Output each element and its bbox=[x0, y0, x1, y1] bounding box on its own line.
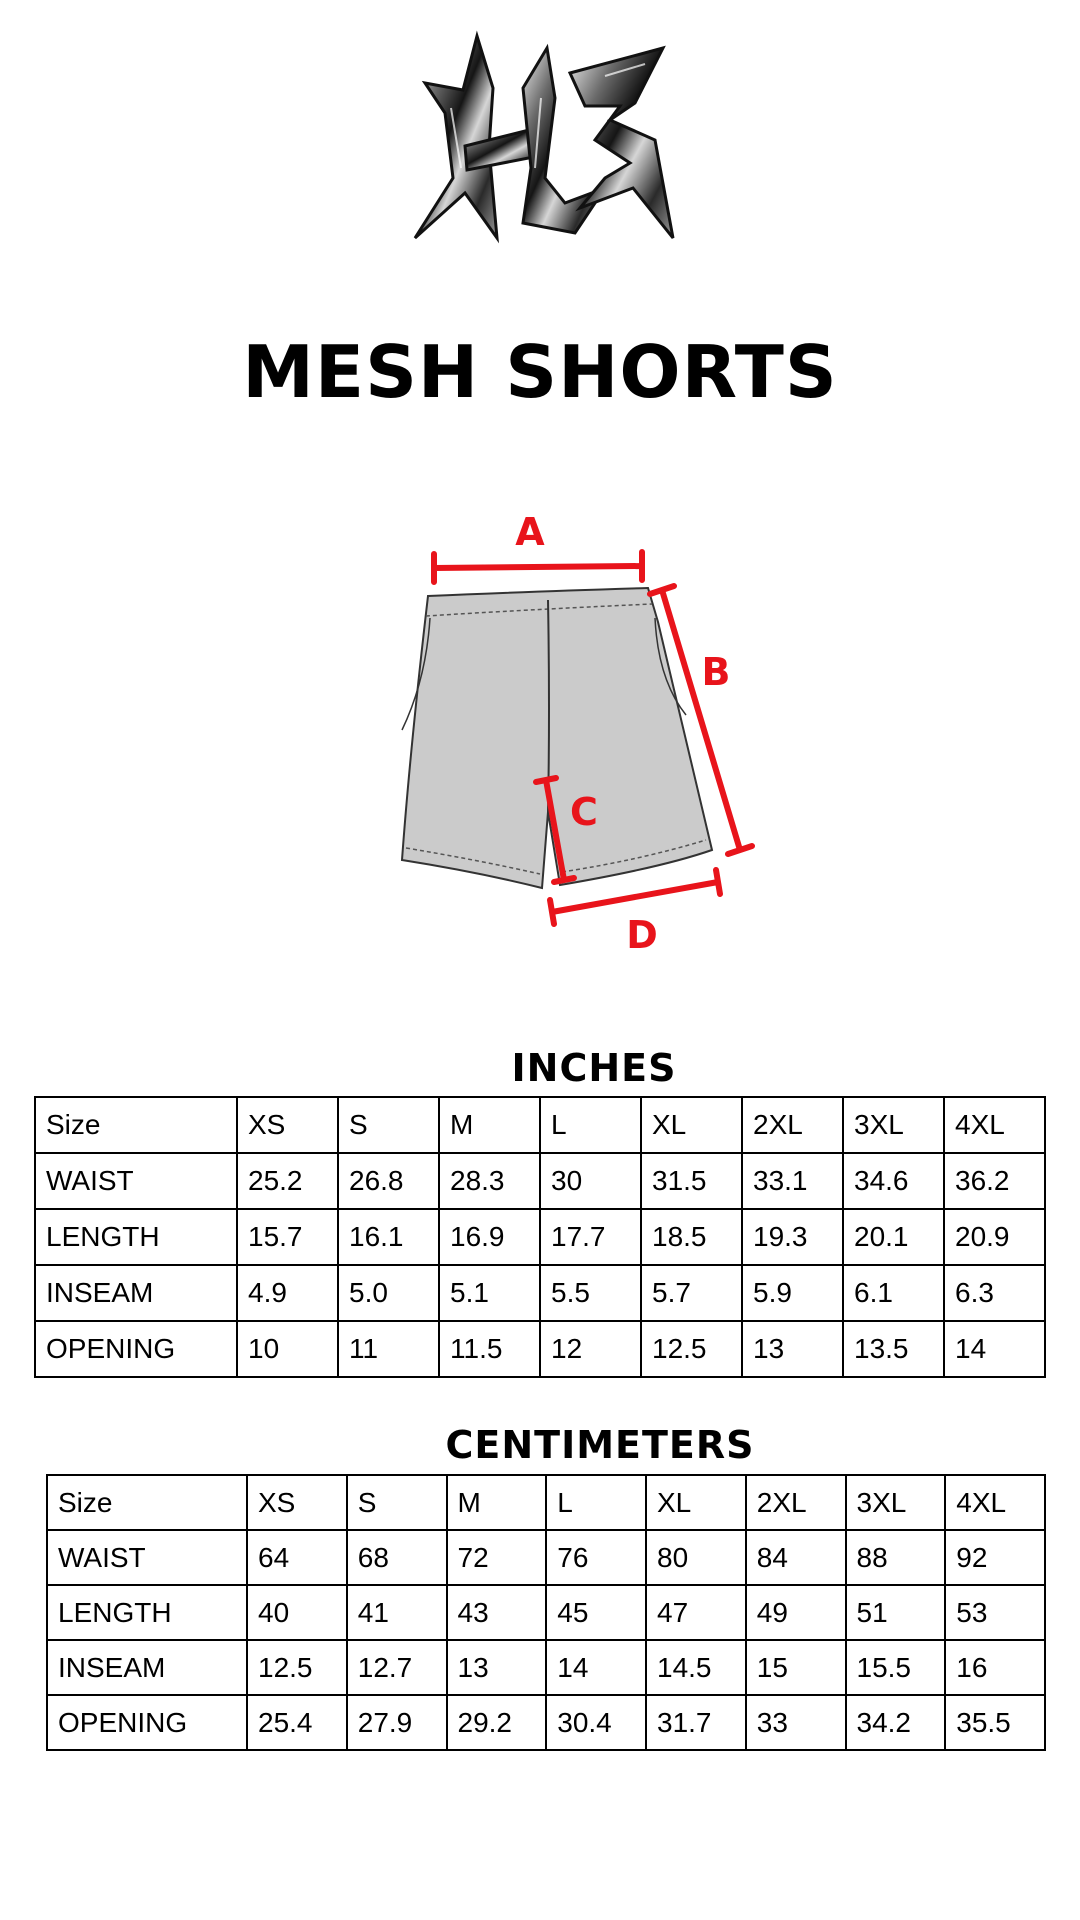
table-cell: 72 bbox=[447, 1530, 547, 1585]
table-cell: 14.5 bbox=[646, 1640, 746, 1695]
table-cell: 3XL bbox=[843, 1097, 944, 1153]
table-cell: L bbox=[540, 1097, 641, 1153]
table-cell: 92 bbox=[945, 1530, 1045, 1585]
table-cell: 3XL bbox=[846, 1475, 946, 1530]
centimeters-size-table bbox=[46, 1474, 1046, 1751]
table-cell: 36.2 bbox=[944, 1153, 1045, 1209]
table-row bbox=[35, 1321, 1045, 1377]
table-cell: 12 bbox=[540, 1321, 641, 1377]
shorts-measurement-diagram bbox=[340, 500, 780, 960]
table-cell: 16.9 bbox=[439, 1209, 540, 1265]
table-cell: 29.2 bbox=[447, 1695, 547, 1750]
table-row bbox=[35, 1209, 1045, 1265]
table-cell: 17.7 bbox=[540, 1209, 641, 1265]
table-cell: 2XL bbox=[746, 1475, 846, 1530]
inches-size-table bbox=[34, 1096, 1046, 1378]
table-cell: 15.7 bbox=[237, 1209, 338, 1265]
table-cell: 26.8 bbox=[338, 1153, 439, 1209]
table-cell: 76 bbox=[546, 1530, 646, 1585]
table-cell: 84 bbox=[746, 1530, 846, 1585]
table-cell: 25.2 bbox=[237, 1153, 338, 1209]
table-cell: 11 bbox=[338, 1321, 439, 1377]
table-cell: 12.5 bbox=[641, 1321, 742, 1377]
table-header-row bbox=[35, 1097, 1045, 1153]
table-row bbox=[47, 1585, 1045, 1640]
table-row bbox=[47, 1530, 1045, 1585]
table-cell: 5.1 bbox=[439, 1265, 540, 1321]
table-cell: 12.7 bbox=[347, 1640, 447, 1695]
table-cell: 33 bbox=[746, 1695, 846, 1750]
table-cell: M bbox=[447, 1475, 547, 1530]
table-cell: 13 bbox=[742, 1321, 843, 1377]
table-cell: 2XL bbox=[742, 1097, 843, 1153]
table-cell: 28.3 bbox=[439, 1153, 540, 1209]
measure-c-label: C bbox=[570, 790, 598, 834]
brand-logo bbox=[405, 28, 685, 273]
table-cell: M bbox=[439, 1097, 540, 1153]
table-cell: 12.5 bbox=[247, 1640, 347, 1695]
table-cell: 14 bbox=[944, 1321, 1045, 1377]
table-cell: INSEAM bbox=[35, 1265, 237, 1321]
table-cell: 31.5 bbox=[641, 1153, 742, 1209]
table-cell: 5.9 bbox=[742, 1265, 843, 1321]
table-cell: 16.1 bbox=[338, 1209, 439, 1265]
table-cell: 53 bbox=[945, 1585, 1045, 1640]
table-cell: 47 bbox=[646, 1585, 746, 1640]
table-cell: OPENING bbox=[35, 1321, 237, 1377]
measure-a-label: A bbox=[515, 510, 545, 554]
table-cell: 18.5 bbox=[641, 1209, 742, 1265]
table-cell: LENGTH bbox=[47, 1585, 247, 1640]
table-cell: 20.9 bbox=[944, 1209, 1045, 1265]
table-cell: WAIST bbox=[35, 1153, 237, 1209]
table-cell: 88 bbox=[846, 1530, 946, 1585]
table-cell: WAIST bbox=[47, 1530, 247, 1585]
table-cell: S bbox=[347, 1475, 447, 1530]
table-cell: 5.7 bbox=[641, 1265, 742, 1321]
table-cell: 40 bbox=[247, 1585, 347, 1640]
table-cell: 16 bbox=[945, 1640, 1045, 1695]
table-cell: 10 bbox=[237, 1321, 338, 1377]
table-cell: Size bbox=[47, 1475, 247, 1530]
table-row bbox=[47, 1640, 1045, 1695]
measure-d-label: D bbox=[626, 913, 658, 957]
table-cell: INSEAM bbox=[47, 1640, 247, 1695]
table-cell: OPENING bbox=[47, 1695, 247, 1750]
table-cell: 33.1 bbox=[742, 1153, 843, 1209]
table-cell: 49 bbox=[746, 1585, 846, 1640]
page-title: MESH SHORTS bbox=[242, 330, 838, 414]
table-cell: 5.5 bbox=[540, 1265, 641, 1321]
table-cell: 4XL bbox=[945, 1475, 1045, 1530]
table-cell: 11.5 bbox=[439, 1321, 540, 1377]
table-cell: 5.0 bbox=[338, 1265, 439, 1321]
table-cell: S bbox=[338, 1097, 439, 1153]
table-cell: 30.4 bbox=[546, 1695, 646, 1750]
table-cell: XL bbox=[641, 1097, 742, 1153]
table-cell: XS bbox=[237, 1097, 338, 1153]
table-cell: 64 bbox=[247, 1530, 347, 1585]
table-cell: Size bbox=[35, 1097, 237, 1153]
table-cell: 31.7 bbox=[646, 1695, 746, 1750]
measure-b-label: B bbox=[701, 650, 731, 694]
table-cell: 6.1 bbox=[843, 1265, 944, 1321]
table-cell: 30 bbox=[540, 1153, 641, 1209]
table-cell: 19.3 bbox=[742, 1209, 843, 1265]
table-cell: LENGTH bbox=[35, 1209, 237, 1265]
table-cell: 13.5 bbox=[843, 1321, 944, 1377]
table-cell: 6.3 bbox=[944, 1265, 1045, 1321]
table-cell: 14 bbox=[546, 1640, 646, 1695]
table-cell: 45 bbox=[546, 1585, 646, 1640]
table-row bbox=[35, 1265, 1045, 1321]
table-cell: L bbox=[546, 1475, 646, 1530]
table-cell: 15 bbox=[746, 1640, 846, 1695]
table-cell: XL bbox=[646, 1475, 746, 1530]
table-cell: 51 bbox=[846, 1585, 946, 1640]
table-row bbox=[35, 1153, 1045, 1209]
table-cell: 4XL bbox=[944, 1097, 1045, 1153]
table-cell: 20.1 bbox=[843, 1209, 944, 1265]
table-cell: 27.9 bbox=[347, 1695, 447, 1750]
table-cell: 80 bbox=[646, 1530, 746, 1585]
table-cell: 68 bbox=[347, 1530, 447, 1585]
table-cell: 15.5 bbox=[846, 1640, 946, 1695]
table-cell: 25.4 bbox=[247, 1695, 347, 1750]
table-row bbox=[47, 1695, 1045, 1750]
centimeters-title: CENTIMETERS bbox=[445, 1423, 755, 1467]
table-cell: 41 bbox=[347, 1585, 447, 1640]
table-header-row bbox=[47, 1475, 1045, 1530]
inches-title: INCHES bbox=[511, 1046, 677, 1090]
table-cell: 34.6 bbox=[843, 1153, 944, 1209]
measure-a-line bbox=[434, 552, 642, 582]
table-cell: 4.9 bbox=[237, 1265, 338, 1321]
table-cell: XS bbox=[247, 1475, 347, 1530]
table-cell: 43 bbox=[447, 1585, 547, 1640]
table-cell: 34.2 bbox=[846, 1695, 946, 1750]
table-cell: 35.5 bbox=[945, 1695, 1045, 1750]
table-cell: 13 bbox=[447, 1640, 547, 1695]
